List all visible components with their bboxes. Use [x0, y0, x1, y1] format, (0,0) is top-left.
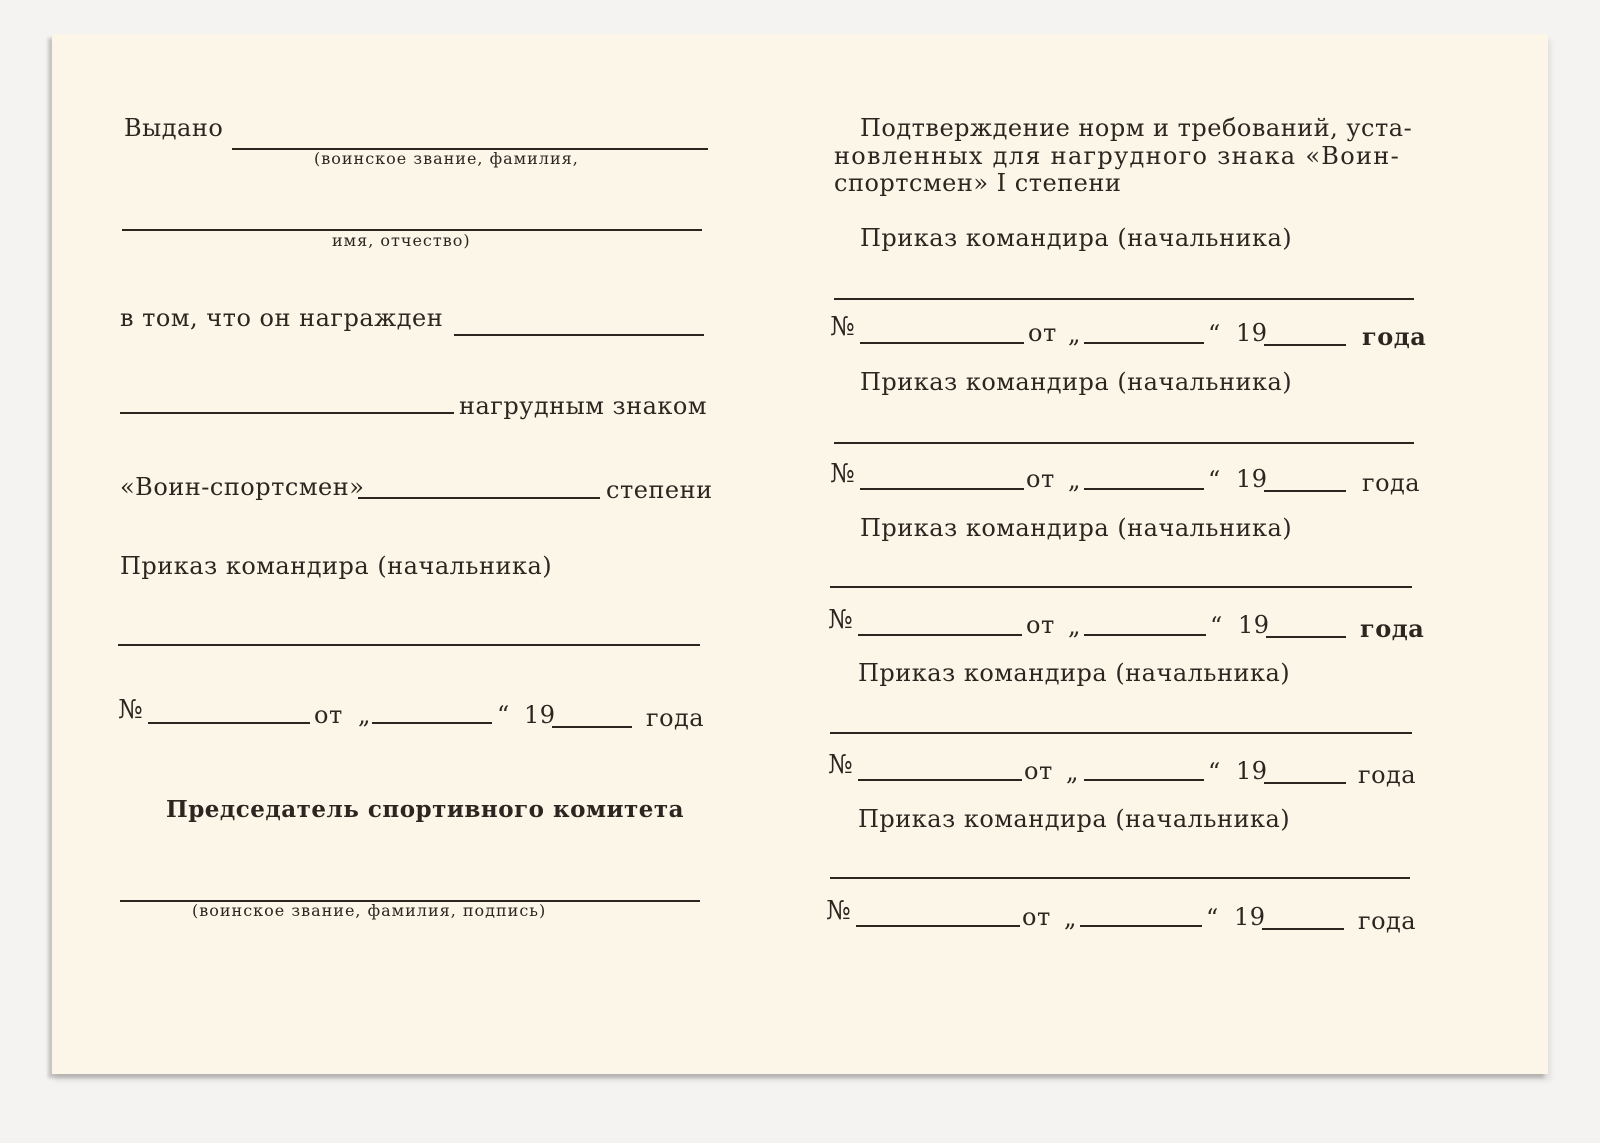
number-sign: № [830, 459, 855, 489]
year-prefix: 19 [1236, 757, 1268, 785]
close-quote: “ [1208, 466, 1221, 494]
close-quote: “ [497, 701, 510, 729]
number-line [856, 925, 1020, 927]
year-label: года [1358, 761, 1417, 789]
number-sign: № [118, 695, 143, 725]
day-month-line [1080, 925, 1202, 927]
open-quote: „ [1068, 612, 1081, 640]
degree-label: степени [606, 476, 713, 504]
year-label: года [1362, 322, 1427, 351]
open-quote: „ [1066, 758, 1079, 786]
year-prefix: 19 [524, 701, 556, 729]
caption-patronymic: имя, отчество) [332, 231, 471, 250]
caption-signature: (воинское звание, фамилия, подпись) [192, 901, 547, 920]
year-line [552, 726, 632, 728]
year-prefix: 19 [1238, 611, 1270, 639]
open-quote: „ [1064, 904, 1077, 932]
number-line [858, 634, 1022, 636]
caption-rank-name: (воинское звание, фамилия, [314, 149, 579, 168]
day-month-line [1084, 342, 1204, 344]
from-label: от [1024, 757, 1053, 785]
heading-line-1: Подтверждение норм и требований, уста- [860, 114, 1413, 142]
certificate-page [52, 34, 1548, 1074]
number-line [860, 488, 1024, 490]
close-quote: “ [1210, 612, 1223, 640]
order-line [118, 644, 700, 646]
order-line [834, 298, 1414, 300]
open-quote: „ [1068, 320, 1081, 348]
year-line [1264, 344, 1346, 346]
order-label: Приказ командира (начальника) [860, 368, 1293, 396]
heading-line-3: спортсмен» I степени [834, 169, 1122, 197]
close-quote: “ [1206, 904, 1219, 932]
number-line [858, 779, 1022, 781]
number-line [148, 722, 310, 724]
open-quote: „ [1068, 466, 1081, 494]
year-line [1264, 782, 1346, 784]
year-label: года [1360, 614, 1425, 643]
year-line [1266, 636, 1346, 638]
order-label: Приказ командира (начальника) [860, 224, 1293, 252]
number-sign: № [826, 896, 851, 926]
number-sign: № [828, 750, 853, 780]
issued-label: Выдано [124, 114, 224, 142]
order-line [834, 442, 1414, 444]
order-line [830, 877, 1410, 879]
year-label: года [1362, 469, 1421, 497]
warrior-label: «Воин-спортсмен» [120, 473, 365, 501]
from-label: от [1026, 465, 1055, 493]
year-prefix: 19 [1236, 319, 1268, 347]
day-month-line [1084, 634, 1206, 636]
awarded-label: в том, что он награжден [120, 304, 444, 332]
day-month-line [372, 722, 492, 724]
chairman-label: Председатель спортивного комитета [166, 796, 685, 823]
day-month-line [1084, 488, 1204, 490]
badge-line [120, 412, 454, 414]
from-label: от [1022, 903, 1051, 931]
awarded-line [454, 334, 704, 336]
order-label: Приказ командира (начальника) [860, 514, 1293, 542]
year-label: года [1358, 907, 1417, 935]
number-sign: № [830, 312, 855, 342]
degree-line [358, 497, 600, 499]
year-line [1262, 928, 1344, 930]
from-label: от [314, 701, 343, 729]
open-quote: „ [358, 701, 371, 729]
order-line [830, 732, 1412, 734]
order-label: Приказ командира (начальника) [858, 659, 1291, 687]
heading-line-2: новленных для нагрудного знака «Воин- [834, 142, 1400, 170]
year-prefix: 19 [1234, 903, 1266, 931]
year-label: года [646, 704, 705, 732]
badge-label: нагрудным знаком [459, 392, 708, 420]
order-label: Приказ командира (начальника) [120, 552, 553, 580]
order-line [830, 586, 1412, 588]
number-line [860, 342, 1024, 344]
close-quote: “ [1208, 320, 1221, 348]
from-label: от [1026, 611, 1055, 639]
order-label: Приказ командира (начальника) [858, 805, 1291, 833]
close-quote: “ [1208, 758, 1221, 786]
year-line [1264, 490, 1346, 492]
year-prefix: 19 [1236, 465, 1268, 493]
from-label: от [1028, 319, 1057, 347]
number-sign: № [828, 605, 853, 635]
day-month-line [1084, 779, 1204, 781]
